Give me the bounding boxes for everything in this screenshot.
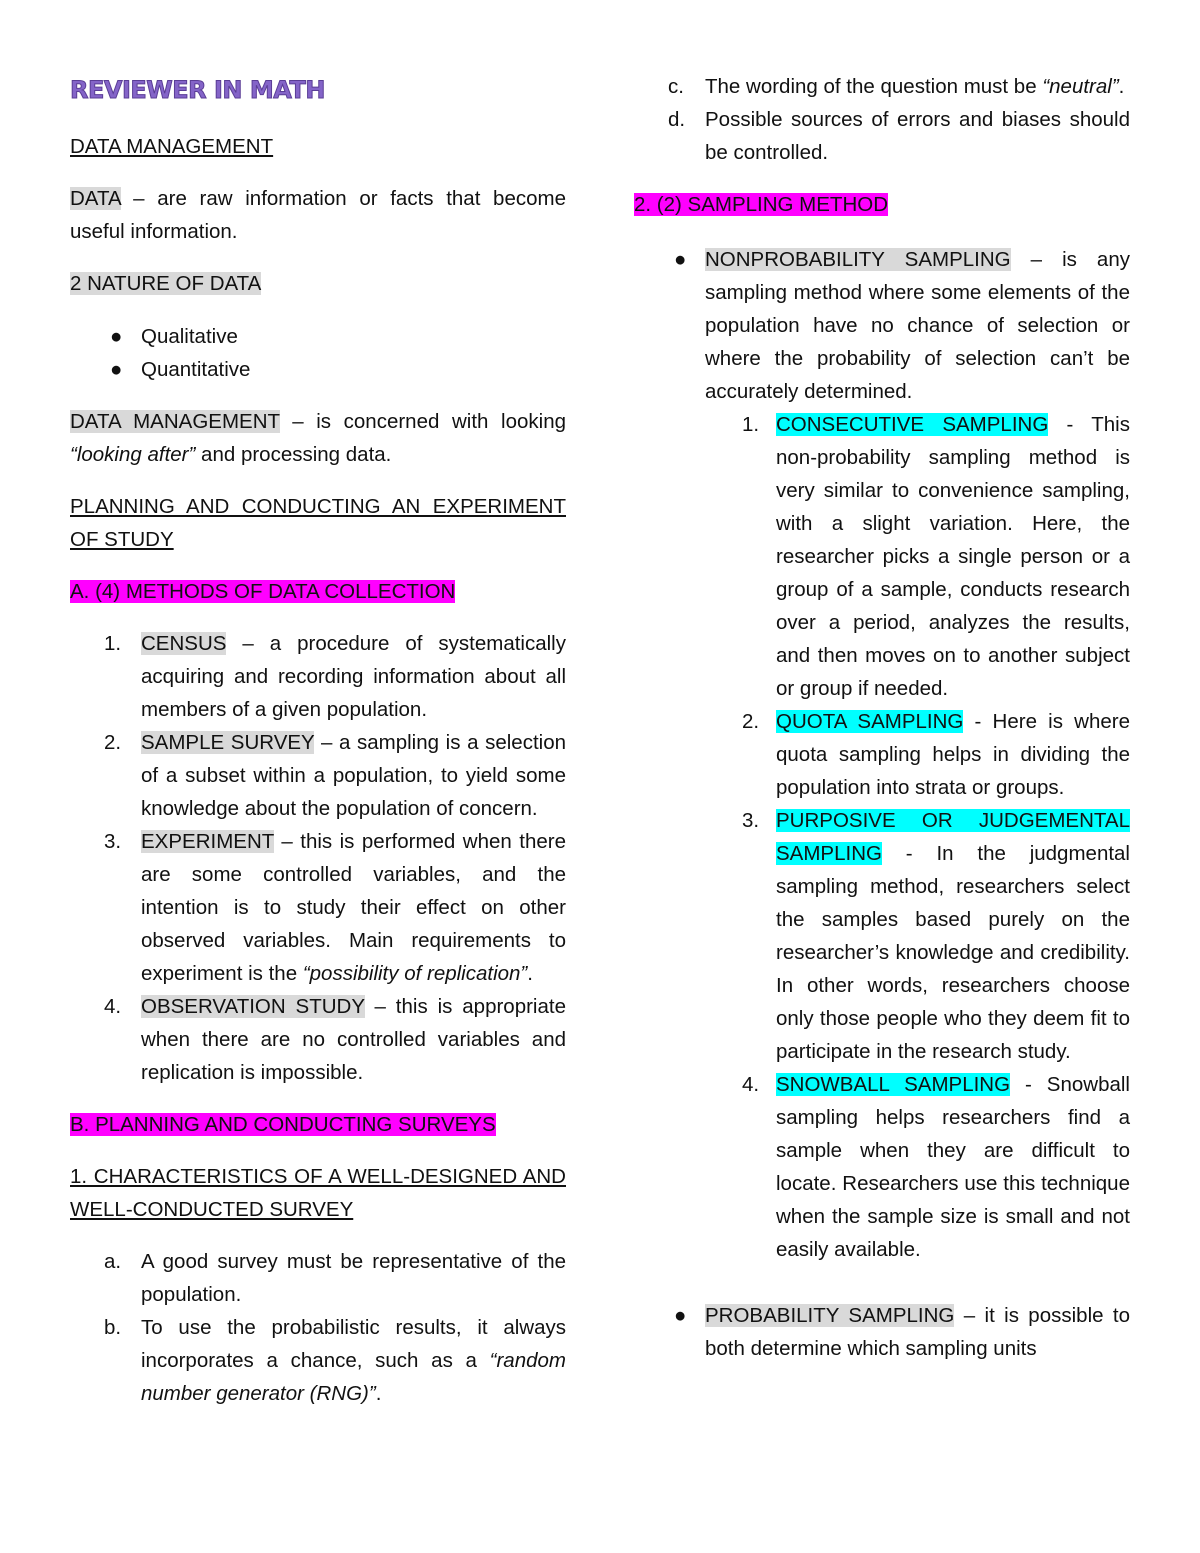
characteristics-list-continued xyxy=(634,70,1130,169)
data-management-term: DATA MANAGEMENT xyxy=(70,410,280,433)
data-management-heading: DATA MANAGEMENT xyxy=(70,135,274,158)
surveys-heading: B. PLANNING AND CONDUCTING SURVEYS xyxy=(70,1113,496,1136)
probability-list xyxy=(634,1299,1130,1365)
method-term: EXPERIMENT xyxy=(141,830,274,853)
right-column xyxy=(634,70,1130,1365)
data-management-definition: DATA MANAGEMENT – is concerned with looking “looking after” and processing data. xyxy=(70,410,566,466)
list-item: c. The wording of the question must be “neutral”. xyxy=(668,75,1125,98)
bullet-icon: ● xyxy=(674,1304,687,1327)
characteristics-list xyxy=(70,1245,566,1410)
list-item: 2. SAMPLE SURVEY – a sampling is a selection of a subset within a population, to yield some knowledge about the population of concern. xyxy=(104,731,566,820)
sampling-term: SNOWBALL SAMPLING xyxy=(776,1073,1011,1096)
list-item: 1. CENSUS – a procedure of systematically acquiring and recording information about all members of a given population. xyxy=(104,632,566,721)
list-item: 3. EXPERIMENT – this is performed when there are some controlled variables, and the intention is to study their effect on other observed variables. Main requirements to experiment is the “possibility of replication”. xyxy=(104,830,566,985)
bullet-icon: ● xyxy=(110,325,123,348)
list-item: 4. SNOWBALL SAMPLING - Snowball sampling helps researchers find a sample when they are difficult to locate. Researchers use this technique when the sample size is small and not easily available. xyxy=(742,1073,1130,1261)
list-item: 1. CONSECUTIVE SAMPLING - This non-probability sampling method is very similar to convenience sampling, with a slight variation. Here, the researcher picks a single person or a group of a sample, conducts research over a period, analyzes the results, and then moves on to another subject or group if needed. xyxy=(742,413,1130,700)
list-item: ● Qualitative xyxy=(70,320,566,353)
data-definition-text: – are raw information or facts that become useful information. xyxy=(70,187,566,243)
sampling-list xyxy=(634,243,1130,408)
method-term: OBSERVATION STUDY xyxy=(141,995,365,1018)
method-term: SAMPLE SURVEY xyxy=(141,731,315,754)
sampling-term: PURPOSIVE OR JUDGEMENTAL SAMPLING xyxy=(776,809,1130,865)
document-title: REVIEWER IN MATH xyxy=(70,76,325,104)
planning-heading: PLANNING AND CONDUCTING AN EXPERIMENT OF STUDY xyxy=(70,495,566,551)
probability-term: PROBABILITY SAMPLING xyxy=(705,1304,955,1327)
method-term: CENSUS xyxy=(141,632,227,655)
list-item: d. Possible sources of errors and biases should be controlled. xyxy=(668,108,1130,164)
nature-list xyxy=(70,320,566,386)
list-item: ● PROBABILITY SAMPLING – it is possible to both determine which sampling units xyxy=(634,1299,1130,1365)
left-column xyxy=(70,70,566,1410)
list-item: b. To use the probabilistic results, it always incorporates a chance, such as a “random number generator (RNG)”. xyxy=(104,1316,566,1405)
data-term: DATA xyxy=(70,187,121,210)
sampling-term: CONSECUTIVE SAMPLING xyxy=(776,413,1049,436)
list-item: 2. QUOTA SAMPLING - Here is where quota sampling helps in dividing the population into strata or groups. xyxy=(742,710,1130,799)
characteristics-heading: 1. CHARACTERISTICS OF A WELL-DESIGNED AND WELL-CONDUCTED SURVEY xyxy=(70,1165,566,1221)
sampling-heading: 2. (2) SAMPLING METHOD xyxy=(634,193,889,216)
nonprobability-types-list xyxy=(634,408,1130,1266)
nature-heading: 2 NATURE OF DATA xyxy=(70,272,262,295)
methods-list xyxy=(70,627,566,1089)
nonprobability-term: NONPROBABILITY SAMPLING xyxy=(705,248,1011,271)
methods-heading: A. (4) METHODS OF DATA COLLECTION xyxy=(70,580,456,603)
data-definition xyxy=(70,182,566,248)
list-item: 3. PURPOSIVE OR JUDGEMENTAL SAMPLING - In the judgmental sampling method, researchers select the samples based purely on the researcher’s knowledge and credibility. In other words, researchers choose only those people who they deem fit to participate in the research study. xyxy=(742,809,1130,1063)
bullet-icon: ● xyxy=(110,358,123,381)
bullet-icon: ● xyxy=(674,248,687,271)
list-item: ● NONPROBABILITY SAMPLING – is any sampling method where some elements of the population have no chance of selection or where the probability of selection can’t be accurately determined. xyxy=(634,243,1130,408)
list-item: a. A good survey must be representative of the population. xyxy=(104,1250,566,1306)
list-item: 4. OBSERVATION STUDY – this is appropriate when there are no controlled variables and replication is impossible. xyxy=(104,995,566,1084)
list-item: ● Quantitative xyxy=(70,353,566,386)
sampling-term: QUOTA SAMPLING xyxy=(776,710,964,733)
blank-line xyxy=(634,1266,1130,1299)
